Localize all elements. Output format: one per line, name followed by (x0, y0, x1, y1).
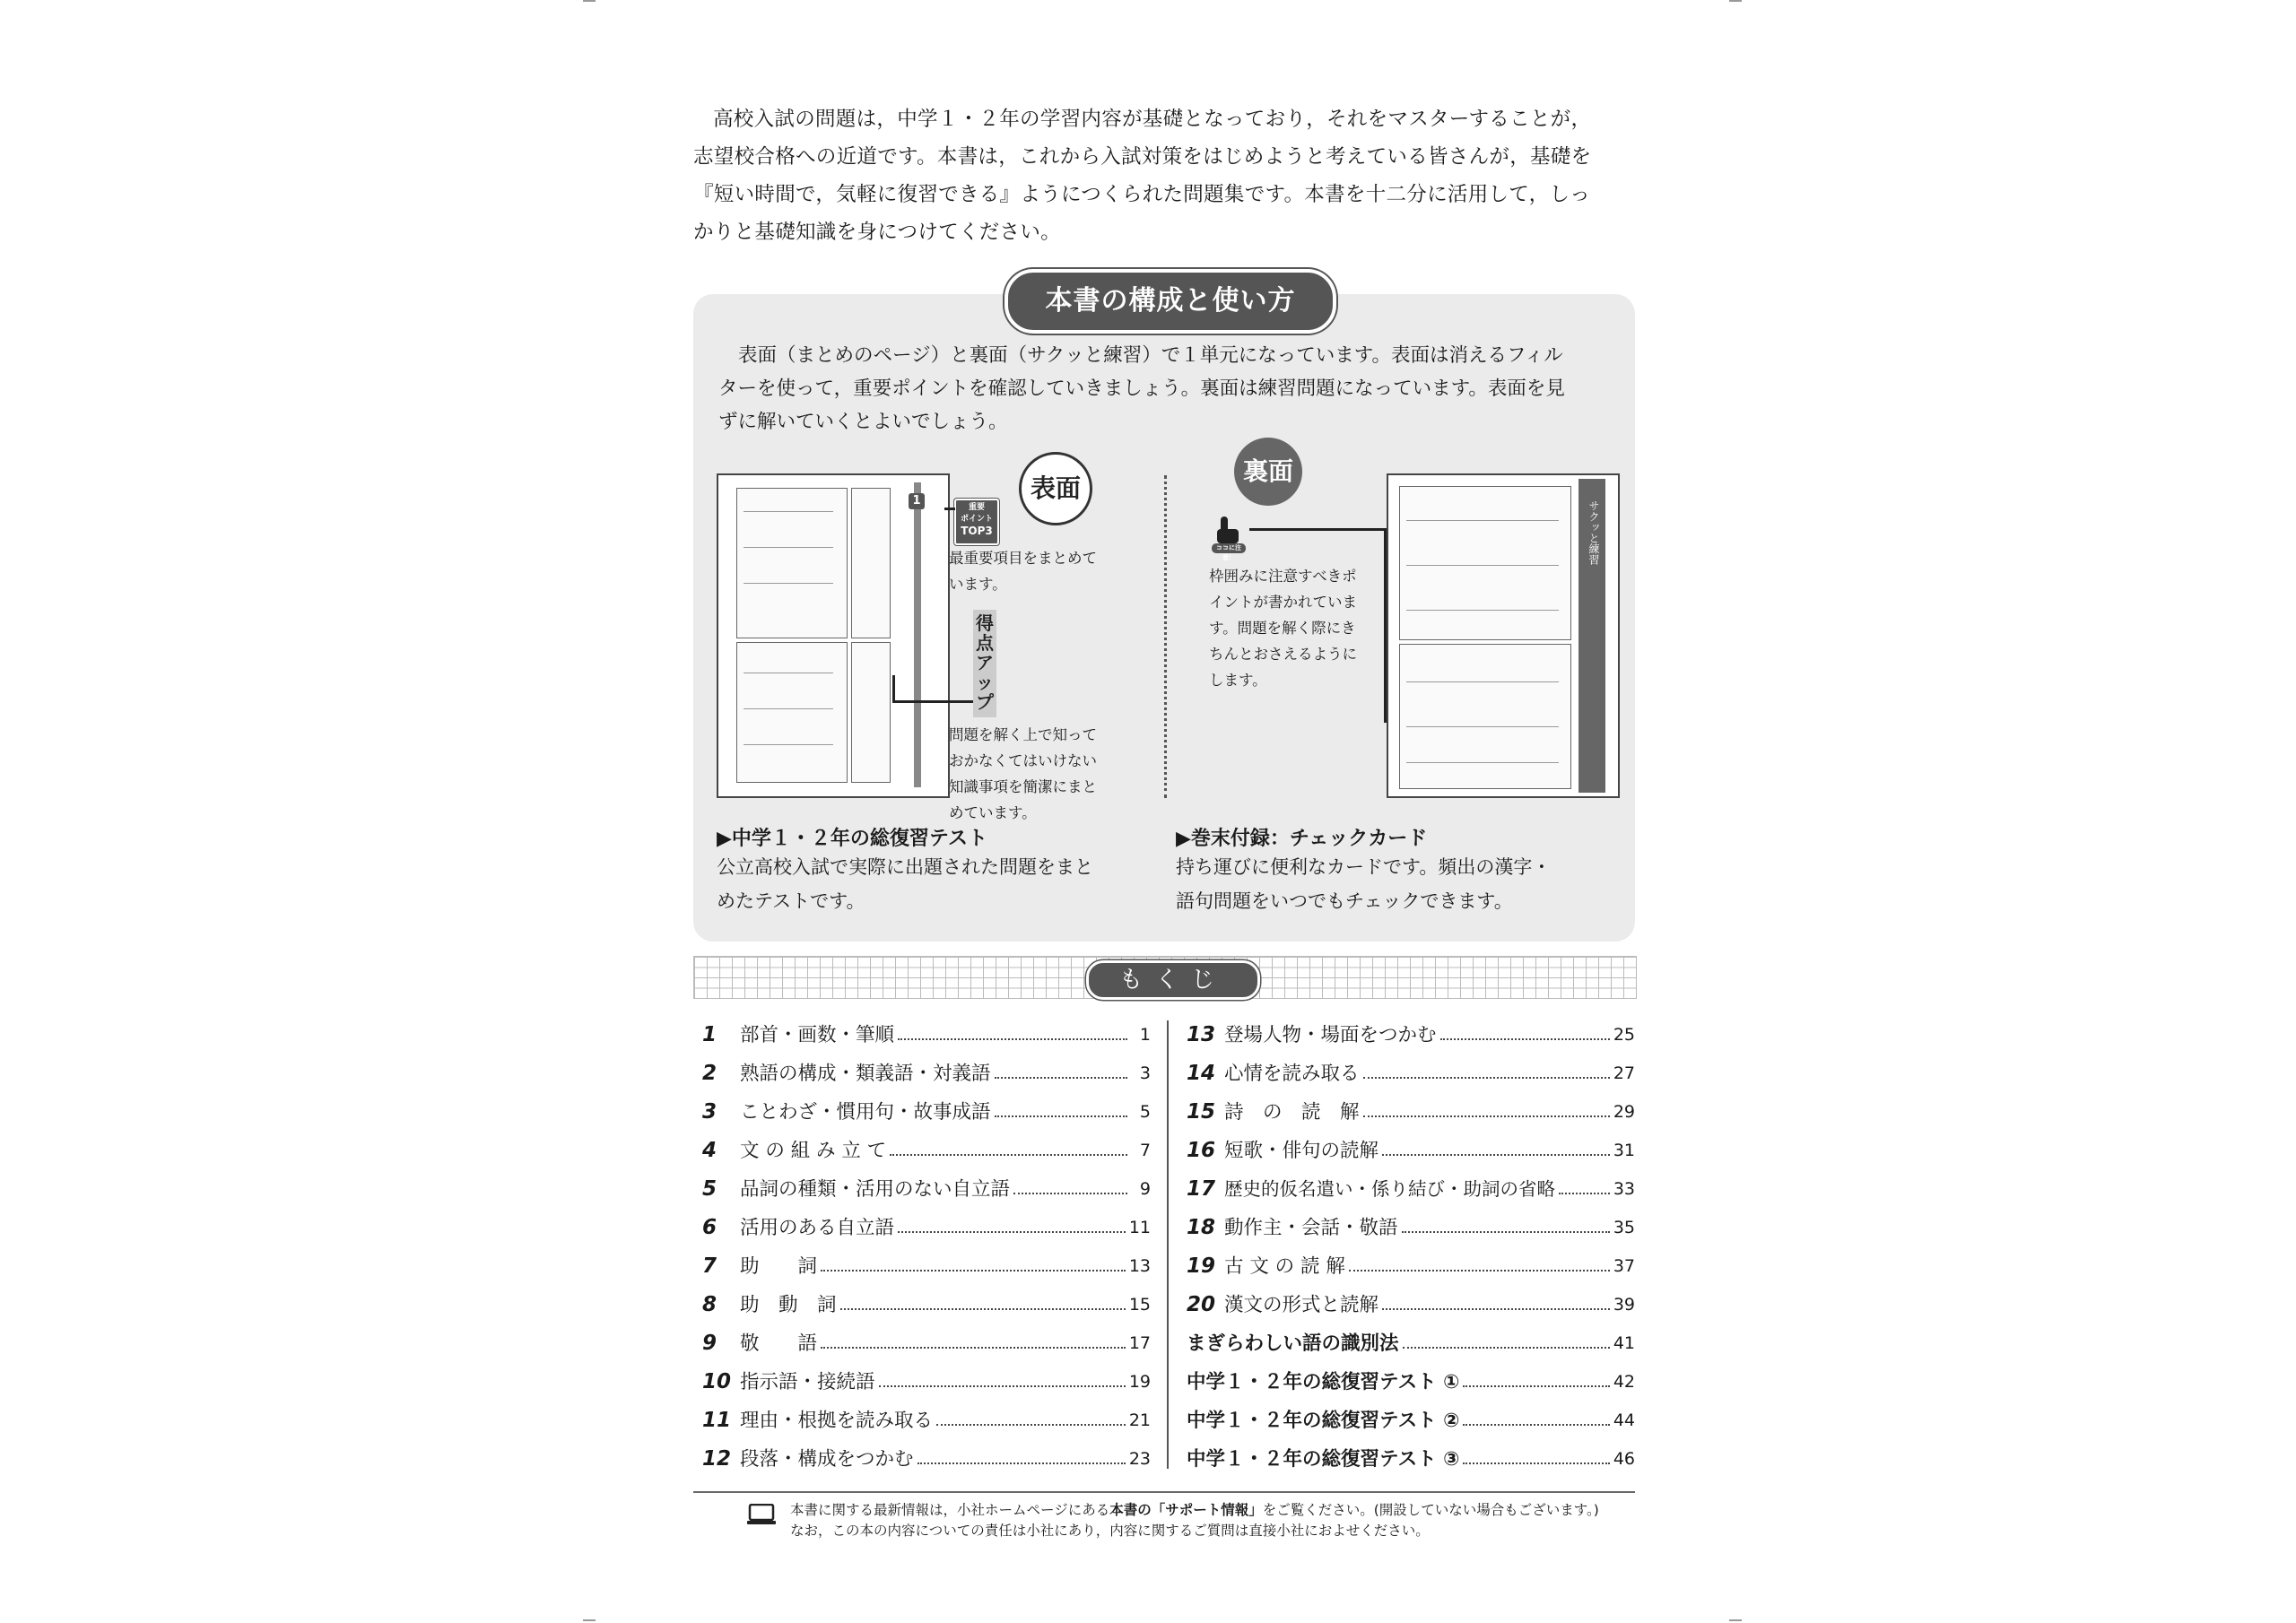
toc-item-page: 17 (1128, 1333, 1151, 1353)
toc-item-label: 敬 語 (740, 1332, 818, 1355)
toc-leader-dots (1463, 1462, 1609, 1464)
toc-item[interactable] (1187, 1170, 1635, 1209)
toc-leader-dots (898, 1038, 1127, 1040)
toc-item-number: 4 (702, 1139, 718, 1162)
thumbnail-box (851, 642, 891, 783)
toc-item-label: 活用のある自立語 (740, 1217, 895, 1239)
support-info-link[interactable]: 本書の「サポート情報」 (1109, 1502, 1263, 1518)
thumbnail-line (744, 708, 833, 709)
thumbnail-box (736, 642, 848, 783)
toc-item-number: 9 (702, 1332, 718, 1355)
score-up-desc-line: おかなくてはいけない (949, 752, 1097, 769)
thumbnail-line (1406, 681, 1559, 682)
toc-item-page: 41 (1613, 1333, 1635, 1353)
front-page-thumbnail (717, 473, 950, 798)
toc-leader-dots (890, 1154, 1127, 1156)
toc-item[interactable] (1187, 1247, 1635, 1286)
toc-item[interactable] (1187, 1055, 1635, 1093)
toc-item-label: 理由・根拠を読み取る (740, 1410, 934, 1432)
toc-item[interactable] (702, 1440, 1151, 1479)
toc-item-label: 中学１・２年の総復習テスト ① (1187, 1371, 1460, 1393)
koko-arrow (1249, 528, 1384, 531)
toc-item-number: 2 (702, 1062, 718, 1085)
toc-item[interactable] (702, 1324, 1151, 1363)
computer-icon (747, 1504, 776, 1525)
structure-description (718, 339, 1615, 438)
review-test-heading: ▶中学１・２年の総復習テスト (717, 828, 988, 850)
score-up-desc-line: めています。 (949, 804, 1037, 821)
toc-item-number: 12 (702, 1447, 732, 1471)
toc-item-number: 13 (1187, 1023, 1216, 1046)
toc-leader-dots (1349, 1270, 1610, 1271)
back-label-badge: 裏面 (1234, 438, 1302, 506)
footer-line-1 (790, 1500, 1669, 1521)
toc-item-page: 46 (1613, 1449, 1635, 1469)
structure-desc-line: ターを使って，重要ポイントを確認していきましょう。裏面は練習問題になっています。表面を見 (718, 378, 1565, 400)
toc-item-label: 短歌・俳句の読解 (1224, 1140, 1379, 1162)
thumbnail-back-title: サクッと練習 (1587, 500, 1600, 565)
toc-item-page: 21 (1128, 1410, 1151, 1430)
footer-text-part: をご覧ください。(開設していない場合もございます。) (1262, 1502, 1599, 1518)
toc-item[interactable] (702, 1093, 1151, 1132)
toc-item-label: 動作主・会話・敬語 (1224, 1217, 1398, 1239)
divider-dotted (1164, 475, 1167, 798)
footer-line-2: なお，この本の内容についての責任は小社にあり，内容に関するご質問は直接小社におよせください。 (790, 1523, 1430, 1539)
toc-leader-dots (821, 1347, 1126, 1349)
toc-item-number: 10 (702, 1370, 732, 1393)
toc-item-page: 27 (1613, 1063, 1635, 1083)
toc-leader-dots (1463, 1424, 1609, 1426)
crop-mark (1729, 0, 1742, 2)
toc-item-page: 15 (1128, 1295, 1151, 1315)
toc-item-page: 25 (1613, 1025, 1635, 1045)
score-up-char: 得 (976, 612, 994, 634)
toc-item-label: 中学１・２年の総復習テスト ③ (1187, 1448, 1460, 1471)
toc-item[interactable] (702, 1247, 1151, 1286)
toc-right-column (1187, 1016, 1635, 1479)
structure-title: 本書の構成と使い方 (1004, 269, 1336, 334)
toc-item[interactable] (702, 1286, 1151, 1324)
toc-item[interactable] (1187, 1324, 1635, 1363)
toc-item-page: 13 (1128, 1256, 1151, 1276)
toc-item-number: 14 (1187, 1062, 1216, 1085)
toc-item-number: 20 (1187, 1293, 1216, 1316)
toc-item-number: 1 (702, 1023, 718, 1046)
toc-item-page: 7 (1139, 1141, 1151, 1160)
toc-item-label: 漢文の形式と読解 (1224, 1294, 1379, 1316)
koko-desc-line: ちんとおさえるように (1209, 646, 1357, 663)
toc-item-label: ことわざ・慣用句・故事成語 (740, 1101, 991, 1124)
intro-paragraph (693, 100, 1635, 251)
thumbnail-line (1406, 520, 1559, 521)
toc-item[interactable] (1187, 1209, 1635, 1247)
intro-line: かりと基礎知識を身につけてください。 (693, 221, 1061, 244)
toc-item-label: 指示語・接続語 (740, 1371, 875, 1393)
toc-item[interactable] (1187, 1440, 1635, 1479)
toc-leader-dots (936, 1424, 1126, 1426)
toc-item-label: 助 動 詞 (740, 1294, 837, 1316)
toc-item-label: 段落・構成をつかむ (740, 1448, 914, 1471)
toc-leader-dots (1382, 1308, 1610, 1310)
toc-item-label: 品詞の種類・活用のない自立語 (740, 1178, 1011, 1201)
toc-item-label: 古 文 の 読 解 (1224, 1255, 1345, 1278)
toc-item-page: 42 (1613, 1372, 1635, 1392)
toc-item-page: 11 (1128, 1218, 1151, 1237)
toc-item-page: 5 (1139, 1102, 1151, 1122)
toc-item-page: 19 (1128, 1372, 1151, 1392)
front-label-badge: 表面 (1019, 452, 1092, 525)
hand-icon-palm (1217, 529, 1239, 543)
thumbnail-line (744, 547, 833, 548)
toc-item-page: 31 (1613, 1141, 1635, 1160)
footer-divider (693, 1491, 1635, 1493)
thumbnail-line (744, 511, 833, 512)
toc-item-number: 18 (1187, 1216, 1216, 1239)
toc-leader-dots (1363, 1077, 1610, 1079)
toc-item[interactable] (1187, 1132, 1635, 1170)
toc-item-label: 助 詞 (740, 1255, 818, 1278)
toc-item-page: 35 (1613, 1218, 1635, 1237)
toc-leader-dots (1382, 1154, 1610, 1156)
thumbnail-box (1399, 644, 1571, 789)
toc-item[interactable] (702, 1363, 1151, 1402)
score-up-char: 点 (976, 632, 994, 654)
toc-item-label: 心情を読み取る (1224, 1063, 1360, 1085)
review-test-line: 公立高校入試で実際に出題された問題をまと (717, 856, 1093, 878)
thumbnail-line (1406, 610, 1559, 611)
check-card-description (1176, 850, 1551, 918)
toc-item-page: 3 (1139, 1063, 1151, 1083)
check-card-heading: ▶巻末付録：チェックカード (1176, 828, 1428, 850)
thumbnail-box (851, 488, 891, 638)
koko-desc-line: イントが書かれていま (1209, 594, 1357, 611)
toc-leader-dots (1559, 1193, 1610, 1194)
toc-leader-dots (995, 1077, 1127, 1079)
toc-item-number: 3 (702, 1100, 718, 1124)
toc-item-page: 33 (1613, 1179, 1635, 1199)
toc-item-page: 23 (1128, 1449, 1151, 1469)
structure-desc-line: ずに解いていくとよいでしょう。 (718, 411, 1008, 433)
koko-tag: ココに注意！ (1212, 543, 1246, 553)
top3-tag (954, 499, 999, 545)
toc-leader-dots (1013, 1193, 1127, 1194)
score-up-char: ッ (976, 672, 994, 693)
thumbnail-line (744, 583, 833, 584)
toc-item-page: 37 (1613, 1256, 1635, 1276)
intro-line: 高校入試の問題は，中学１・２年の学習内容が基礎となっており，それをマスターすることが， (713, 108, 1592, 131)
koko-desc-line: 枠囲みに注意すべきポ (1209, 568, 1357, 585)
footer-text (790, 1500, 1669, 1541)
toc-item[interactable] (702, 1209, 1151, 1247)
crop-mark (583, 1619, 596, 1621)
toc-left-column (702, 1016, 1151, 1479)
thumbnail-unit-number: 1 (909, 493, 925, 509)
thumbnail-line (1406, 565, 1559, 566)
toc-leader-dots (1402, 1231, 1610, 1233)
toc-leader-dots (840, 1308, 1126, 1310)
toc-item[interactable] (702, 1132, 1151, 1170)
footer-text-part: 本書に関する最新情報は，小社ホームページにある (790, 1502, 1110, 1518)
toc-title: もくじ (1086, 960, 1260, 1000)
review-test-line: めたテストです。 (717, 890, 865, 912)
check-card-line: 持ち運びに便利なカードです。頻出の漢字・ (1176, 856, 1552, 878)
top3-tag-line: ポイント (960, 515, 993, 524)
thumbnail-bar (914, 482, 921, 787)
toc-leader-dots (918, 1462, 1126, 1464)
top3-description (949, 545, 1119, 597)
check-card-line: 語句問題をいつでもチェックできます。 (1176, 890, 1513, 912)
thumbnail-line (744, 744, 833, 745)
koko-desc-line: す。問題を解く際にき (1209, 620, 1356, 637)
score-up-tag (973, 610, 996, 717)
toc-item-page: 29 (1613, 1102, 1635, 1122)
toc-item-label: 部首・画数・筆順 (740, 1024, 895, 1046)
koko-desc-line: します。 (1209, 672, 1267, 689)
toc-leader-dots (898, 1231, 1126, 1233)
thumbnail-line (1406, 726, 1559, 727)
crop-mark (583, 0, 596, 2)
toc-item-number: 7 (702, 1254, 718, 1278)
top3-desc-line: います。 (949, 576, 1007, 593)
toc-item-label: 詩 の 読 解 (1224, 1101, 1360, 1124)
structure-panel (693, 285, 1635, 942)
review-test-description (717, 850, 1093, 918)
toc-item[interactable] (702, 1402, 1151, 1440)
toc-leader-dots (1403, 1347, 1610, 1349)
toc-item[interactable] (1187, 1016, 1635, 1055)
crop-mark (1729, 1619, 1742, 1621)
toc-item-label: 熟語の構成・類義語・対義語 (740, 1063, 991, 1085)
toc-item-number: 17 (1187, 1177, 1216, 1201)
toc-item-number: 11 (702, 1409, 732, 1432)
toc-item[interactable] (1187, 1363, 1635, 1402)
score-up-desc-line: 問題を解く上で知って (949, 726, 1097, 743)
toc-leader-dots (995, 1115, 1127, 1117)
toc-item-page: 1 (1139, 1025, 1151, 1045)
toc-item-label: まぎらわしい語の識別法 (1187, 1332, 1399, 1355)
toc-item-number: 15 (1187, 1100, 1216, 1124)
toc-leader-dots (1440, 1038, 1610, 1040)
score-up-desc-line: 知識事項を簡潔にまと (949, 778, 1097, 795)
top3-tag-line: 重要 (968, 503, 985, 512)
toc-item-number: 6 (702, 1216, 718, 1239)
toc-item-page: 9 (1139, 1179, 1151, 1199)
toc-item-number: 8 (702, 1293, 718, 1316)
score-up-description (949, 722, 1128, 826)
koko-description (1209, 563, 1388, 693)
toc-leader-dots (879, 1385, 1126, 1387)
toc-item-label: 文 の 組 み 立 て (740, 1140, 887, 1162)
intro-line: 『短い時間で，気軽に復習できる』ようにつくられた問題集です。本書を十二分に活用して，しっ (693, 183, 1591, 206)
toc-item[interactable] (1187, 1286, 1635, 1324)
thumbnail-box (1399, 486, 1571, 640)
toc-item[interactable] (702, 1016, 1151, 1055)
arrow-line (944, 508, 955, 510)
toc-item[interactable] (702, 1170, 1151, 1209)
toc-item[interactable] (1187, 1093, 1635, 1132)
toc-item-number: 16 (1187, 1139, 1216, 1162)
intro-line: 志望校合格への近道です。本書は，これから入試対策をはじめようと考えている皆さんが，基礎を (693, 145, 1592, 169)
toc-item-label: 登場人物・場面をつかむ (1224, 1024, 1437, 1046)
score-up-char: プ (976, 691, 994, 713)
toc-column-divider (1167, 1020, 1169, 1469)
toc-leader-dots (1363, 1115, 1610, 1117)
toc-leader-dots (1463, 1385, 1609, 1387)
toc-item[interactable] (702, 1055, 1151, 1093)
structure-desc-line: 表面（まとめのページ）と裏面（サクッと練習）で１単元になっています。表面は消えるフィル (738, 344, 1563, 367)
top3-desc-line: 最重要項目をまとめて (949, 550, 1097, 567)
toc-item-page: 39 (1613, 1295, 1635, 1315)
toc-item-label: 中学１・２年の総復習テスト ② (1187, 1410, 1460, 1432)
toc-leader-dots (821, 1270, 1126, 1271)
hand-icon (1213, 516, 1244, 561)
score-up-char: ア (976, 652, 994, 673)
thumbnail-line (1406, 762, 1559, 763)
toc-item-number: 19 (1187, 1254, 1216, 1278)
toc-item-number: 5 (702, 1177, 718, 1201)
toc-item[interactable] (1187, 1402, 1635, 1440)
top3-tag-line: TOP3 (961, 525, 993, 537)
score-up-arrow (892, 700, 973, 703)
toc-item-label: 歴史的仮名遣い・係り結び・助詞の省略 (1224, 1178, 1555, 1200)
back-page-thumbnail (1387, 473, 1620, 798)
toc-item-page: 44 (1613, 1410, 1635, 1430)
score-up-arrow (892, 675, 895, 702)
